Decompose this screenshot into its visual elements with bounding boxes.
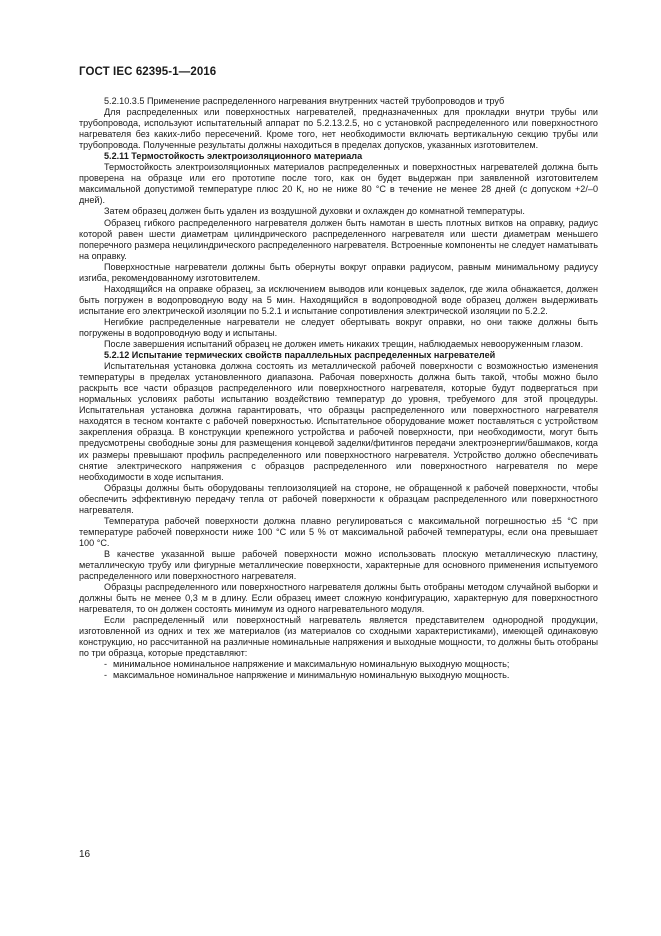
body-paragraph: Негибкие распределенные нагреватели не следует обертывать вокруг оправки, но они также должны быть погружены в водопроводную воду и испытаны.	[79, 316, 598, 338]
body-paragraph: Образцы распределенного или поверхностного нагревателя должны быть отобраны методом случайной выборки и должны быть не менее 0,3 м в длину. Если образец имеет сложную конфигурацию, характерную для поверхностного нагревателя, то он должен состоять минимум из одного нагревательного модуля.	[79, 582, 598, 615]
body-paragraph: Термостойкость электроизоляционных материалов распределенных и поверхностных нагревателей должна быть проверена на образце или его прототипе после того, как он будет выдержан при заявленной изготовителем максимальной допустимой температуре плюс 20 К, но не ниже 80 °С в течение не менее 28 дней (с допуском +2/–0 дней).	[79, 162, 598, 206]
body-paragraph: Затем образец должен быть удален из воздушной духовки и охлажден до комнатной температуры.	[104, 206, 525, 217]
page-number: 16	[79, 849, 91, 860]
body-paragraph: Находящийся на оправке образец, за исключением выводов или концевых заделок, где жила обнажается, должен быть погружен в водопроводную воду на 5 мин. Находящийся в водопроводной воде образец должен выдерживать испытание его электрической изоляции по 5.2.1 и испытание сопротивления электрической изоляции по 5.2.2.	[79, 283, 598, 316]
body-paragraph: Поверхностные нагреватели должны быть обернуты вокруг оправки радиусом, равным минимальному радиусу изгиба, рекомендованному изготовителем.	[79, 261, 598, 283]
section-heading: 5.2.11 Термостойкость электроизоляционного материала	[104, 151, 363, 162]
body-paragraph: Если распределенный или поверхностный нагреватель является представителем однородной продукции, изготовленной из одних и тех же материалов (из материалов со сходными характеристиками), имеющей одинаковую конструкцию, но рассчитанной на различные номинальные напряжения и выходные мощности, то должны быть отобраны по три образца, которые представляют:	[79, 615, 598, 659]
document-header: ГОСТ IEC 62395-1—2016	[79, 66, 217, 78]
body-paragraph: После завершения испытаний образец не должен иметь никаких трещин, наблюдаемых невооруженным глазом.	[104, 339, 584, 350]
list-item	[79, 670, 598, 681]
section-heading: 5.2.12 Испытание термических свойств параллельных распределенных нагревателей	[104, 350, 496, 361]
bullet-list	[79, 659, 598, 681]
list-item-text: минимальное номинальное напряжение и максимальную номинальную выходную мощность;	[113, 659, 510, 670]
body-paragraph: Температура рабочей поверхности должна плавно регулироваться с максимальной погрешностью ±5 °С при температуре рабочей поверхности ниже 100 °С или 5 % от максимальной рабочей температуры, если она превышает 100 °С.	[79, 515, 598, 548]
body-paragraph: Испытательная установка должна состоять из металлической рабочей поверхности с возможностью изменения температуры в пределах установленного диапазона. Рабочая поверхность должна быть такой, чтобы можно было раскрыть все части образцов распределенного или поверхностного нагревателя, которые будут подвергаться при нормальных условиях работы испытанию воздействию температур до уровня, требуемого для этой процедуры. Испытательная установка должна гарантировать, что образцы распределенного или поверхностного нагревателя находятся в тесном контакте с рабочей поверхностью. Испытательное оборудование может поставляться с устройством закрепления образца. В конструкции крепежного устройства и рабочей поверхности, при необходимости, могут быть предусмотрены свободные зоны для размещения концевой заделки/фитингов передачи электроэнергии/башмаков, когда их размеры превышают профиль распределенного или поверхностного нагревателя. Устройство должно обеспечивать снятие электрического напряжения с образцов распределенного или поверхностного нагревателя по мере необходимости в ходе испытания.	[79, 361, 598, 482]
body-paragraph: Для распределенных или поверхностных нагревателей, предназначенных для прокладки внутри трубы или трубопровода, используют испытательный аппарат по 5.2.13.2.5, но с установкой распределенного или поверхностного нагревателя без каких-либо пересечений. Кроме того, нет необходимости включать вертикальную секцию трубы или трубопровода. Полученные результаты должны находиться в пределах допусков, указанных изготовителем.	[79, 107, 598, 151]
list-marker: -	[104, 670, 108, 681]
body-paragraph: Образцы должны быть оборудованы теплоизоляцией на стороне, не обращенной к рабочей поверхности, чтобы обеспечить эффективную передачу тепла от рабочей поверхности к образцам распределенного или поверхностного нагревателя.	[79, 482, 598, 515]
list-item-text: максимальное номинальное напряжение и минимальную номинальную выходную мощность.	[113, 670, 510, 681]
body-paragraph: В качестве указанной выше рабочей поверхности можно использовать плоскую металлическую пластину, металлическую трубу или фигурные металлические поверхности, характерные для основного применения испытуемого распределенного или поверхностного нагревателя.	[79, 548, 598, 582]
body-paragraph: 5.2.10.3.5 Применение распределенного нагревания внутренних частей трубопроводов и труб	[104, 96, 505, 106]
body-paragraph: Образец гибкого распределенного нагревателя должен быть намотан в шесть плотных витков на оправку, радиус которой равен шести диаметрам цилиндрического распределенного нагревателя или шести диаметрам меньшего поперечного размера нецилиндрического распределенного нагревателя. Встроенные компоненты не следует наматывать на оправку.	[79, 217, 598, 261]
document-body	[79, 96, 598, 681]
list-marker: -	[104, 659, 108, 670]
list-item	[79, 659, 598, 670]
